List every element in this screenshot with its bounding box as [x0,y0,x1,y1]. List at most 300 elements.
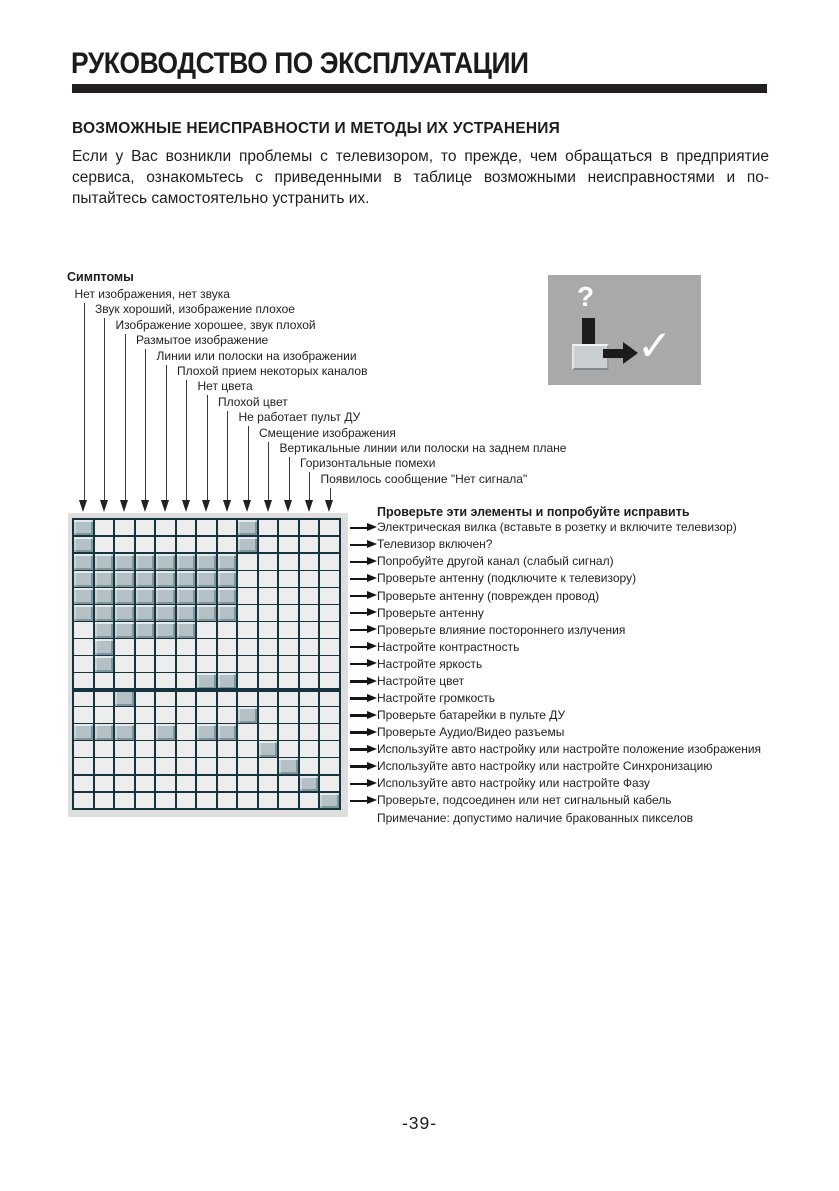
matrix-cell [95,571,114,586]
symptom-connector-line [104,318,105,500]
right-arrow-head-icon [367,591,377,599]
remedy-label: Настройте цвет [377,673,465,688]
right-arrow-head-icon [367,694,377,702]
right-arrow-icon [350,731,367,733]
matrix-cell [177,741,196,756]
right-arrow-head-icon [367,625,377,633]
matrix-cell [320,656,339,671]
matrix-cell [279,656,298,671]
matrix-cell [136,537,155,552]
matrix-cell [279,793,298,808]
matrix-cell [115,639,134,654]
matrix-cell [279,741,298,756]
matrix-cell [156,690,175,705]
matrix-cell [95,554,114,569]
matrix-cell [177,537,196,552]
right-arrow-icon [350,765,367,767]
matrix-cell [74,707,93,722]
matrix-cell [115,724,134,739]
matrix-cell [95,758,114,773]
matrix-cell [156,622,175,637]
matrix-cell [320,707,339,722]
remedies-header: Проверьте эти элементы и попробуйте исправить [377,505,690,519]
matrix-cell [156,724,175,739]
matrix-cell [95,741,114,756]
matrix-cell [259,571,278,586]
matrix-cell [115,588,134,603]
matrix-cell [136,758,155,773]
matrix-cell [74,588,93,603]
page-number: -39- [401,1113,438,1133]
matrix-cell [279,520,298,535]
matrix-cell [74,776,93,791]
symptom-connector-line [207,395,208,500]
matrix-cell [320,588,339,603]
matrix-cell [259,776,278,791]
matrix-cell [95,656,114,671]
matrix-cell [197,741,216,756]
matrix-cell [279,554,298,569]
matrix-cell [74,571,93,586]
right-arrow-icon [350,800,367,802]
matrix-cell [279,724,298,739]
matrix-cell [156,776,175,791]
down-arrow-icon [182,500,190,512]
symptom-label: Смещение изображения [259,425,396,440]
matrix-cell [177,520,196,535]
right-arrow-icon [350,748,367,750]
matrix-cell [197,793,216,808]
remedy-label: Настройте яркость [377,656,483,671]
right-arrow-head-icon [367,608,377,616]
right-arrow-head-icon [367,779,377,787]
matrix-cell [74,554,93,569]
symptom-connector-line [166,365,167,500]
matrix-cell [238,622,257,637]
matrix-cell [74,639,93,654]
question-mark-icon: ? [577,281,595,312]
matrix-cell [95,537,114,552]
symptom-label: Линии или полоски на изображении [156,348,357,363]
matrix-cell [156,741,175,756]
matrix-cell [238,554,257,569]
matrix-cell [197,776,216,791]
matrix-cell [197,537,216,552]
right-arrow-icon [350,578,367,580]
matrix-cell [156,758,175,773]
matrix-cell [259,724,278,739]
right-arrow-icon [350,629,367,631]
matrix-cell [238,656,257,671]
title-underline-bar [72,84,767,93]
down-arrow-icon [100,500,108,512]
matrix-cell [197,724,216,739]
matrix-cell [136,724,155,739]
matrix-cell [300,622,319,637]
matrix-cell [95,776,114,791]
right-arrow-head-icon [367,557,377,565]
right-arrow-head-icon [367,728,377,736]
matrix-cell [115,690,134,705]
down-arrow-icon [202,500,210,512]
matrix-cell [136,741,155,756]
intro-paragraph [72,146,769,209]
matrix-cell [320,605,339,620]
matrix-cell [238,758,257,773]
symptom-connector-line [289,457,290,500]
matrix-cell [197,673,216,688]
matrix-cell [136,707,155,722]
matrix-cell [300,554,319,569]
matrix-cell [197,622,216,637]
note-text: Примечание: допустимо наличие бракованных пикселов [377,811,694,825]
matrix-cell [320,622,339,637]
matrix-cell [177,776,196,791]
matrix-cell [218,758,237,773]
matrix-cell [238,673,257,688]
symptom-connector-line [268,442,269,500]
matrix-cell [74,656,93,671]
matrix-cell [136,622,155,637]
matrix-cell [218,588,237,603]
matrix-cell [300,707,319,722]
matrix-cell [136,605,155,620]
matrix-cell [238,571,257,586]
matrix-cell [74,724,93,739]
symptom-connector-line [248,426,249,500]
matrix-cell [156,673,175,688]
symptom-connector-line [84,303,85,500]
right-arrow-icon [350,714,367,716]
right-arrow-head-icon [367,523,377,531]
matrix-cell [238,724,257,739]
down-arrow-icon [264,500,272,512]
matrix-cell [320,520,339,535]
matrix-cell [259,793,278,808]
matrix-cell [197,588,216,603]
matrix-cell [95,673,114,688]
matrix-cell [177,793,196,808]
remedy-label: Проверьте батарейки в пульте ДУ [377,707,566,722]
matrix-cell [279,690,298,705]
matrix-cell [95,622,114,637]
matrix-cell [259,673,278,688]
matrix-cell [177,639,196,654]
right-arrow-head-icon [623,342,638,364]
matrix-cell [95,639,114,654]
matrix-cell [320,537,339,552]
matrix-cell [136,588,155,603]
matrix-cell [218,724,237,739]
troubleshooting-matrix [72,518,341,810]
matrix-cell [115,673,134,688]
right-arrow-head-icon [367,642,377,650]
symptom-label: Нет цвета [197,379,253,394]
matrix-cell [177,588,196,603]
remedy-label: Проверьте, подсоединен или нет сигнальный кабель [377,793,672,808]
matrix-cell [238,707,257,722]
matrix-cell [218,622,237,637]
right-arrow-icon [350,663,367,665]
symptom-label: Нет изображения, нет звука [74,287,230,301]
down-arrow-icon [284,500,292,512]
right-arrow-icon [350,783,367,785]
matrix-cell [238,690,257,705]
matrix-cell [95,707,114,722]
matrix-cell [259,588,278,603]
matrix-cell [218,707,237,722]
matrix-cell [300,639,319,654]
matrix-cell [74,673,93,688]
symptom-label: Появилось сообщение "Нет сигнала" [320,471,528,486]
right-arrow-icon [350,646,367,648]
matrix-cell [156,707,175,722]
matrix-cell [115,537,134,552]
matrix-cell [136,776,155,791]
matrix-cell [177,690,196,705]
matrix-cell [136,571,155,586]
matrix-cell [279,758,298,773]
matrix-cell [259,520,278,535]
intro-line: сервиса, ознакомьтесь с приведенными в таблице возможными неисправностями и по- [72,169,769,186]
matrix-cell [300,571,319,586]
matrix-cell [95,724,114,739]
right-arrow-icon [350,612,367,614]
matrix-cell [197,758,216,773]
matrix-cell [279,571,298,586]
matrix-cell [279,707,298,722]
matrix-cell [74,520,93,535]
matrix-cell [218,537,237,552]
check-mark-icon: ✓ [637,322,673,369]
right-arrow-head-icon [367,659,377,667]
matrix-cell [156,656,175,671]
matrix-cell [95,520,114,535]
matrix-cell [136,656,155,671]
matrix-cell [320,554,339,569]
right-arrow-head-icon [367,677,377,685]
matrix-cell [177,758,196,773]
matrix-cell [136,639,155,654]
matrix-cell [300,793,319,808]
matrix-cell [115,571,134,586]
remedy-label: Попробуйте другой канал (слабый сигнал) [377,554,614,569]
remedy-label: Настройте громкость [377,690,496,705]
matrix-cell [218,741,237,756]
matrix-cell [156,793,175,808]
matrix-cell [197,554,216,569]
right-arrow-icon [350,595,367,597]
matrix-cell [300,758,319,773]
matrix-cell [136,554,155,569]
matrix-cell [259,622,278,637]
symptom-label: Плохой цвет [218,394,288,409]
matrix-cell [238,520,257,535]
matrix-cell [115,776,134,791]
matrix-cell [320,571,339,586]
symptom-connector-line [330,488,331,500]
matrix-cell [238,588,257,603]
matrix-cell [320,724,339,739]
matrix-cell [259,639,278,654]
matrix-cell [74,690,93,705]
matrix-cell [279,588,298,603]
matrix-cell [74,741,93,756]
down-arrow-icon [141,500,149,512]
matrix-cell [218,776,237,791]
matrix-cell [259,537,278,552]
matrix-cell [197,520,216,535]
symptom-label: Не работает пульт ДУ [238,410,361,425]
matrix-cell [300,537,319,552]
right-arrow-head-icon [367,711,377,719]
symptom-connector-line [309,472,310,500]
symptom-label: Размытое изображение [136,333,269,348]
right-arrow-icon [350,697,367,699]
right-arrow-icon [350,527,367,529]
matrix-cell [177,656,196,671]
matrix-cell [300,690,319,705]
matrix-cell [156,588,175,603]
remedy-label: Используйте авто настройку или настройте Синхронизацию [377,759,713,774]
matrix-cell [136,690,155,705]
matrix-cell [238,639,257,654]
matrix-cell [74,758,93,773]
matrix-cell [197,707,216,722]
matrix-cell [279,776,298,791]
down-arrow-icon [325,500,333,512]
matrix-cell [95,690,114,705]
down-arrow-icon [305,500,313,512]
matrix-cell [300,673,319,688]
matrix-cell [279,673,298,688]
matrix-cell [218,673,237,688]
right-arrow-icon [350,544,367,546]
symptoms-header: Симптомы [67,270,134,284]
down-arrow-icon [161,500,169,512]
matrix-cell [115,520,134,535]
down-arrow-icon [243,500,251,512]
matrix-cell [320,758,339,773]
symptom-label: Вертикальные линии или полоски на заднем плане [279,441,567,455]
matrix-cell [177,554,196,569]
symptom-connector-line [186,380,187,500]
remedy-label: Проверьте Аудио/Видео разъемы [377,725,565,740]
symptom-label: Горизонтальные помехи [300,456,436,471]
remedy-label: Используйте авто настройку или настройте положение изображения [377,742,762,757]
matrix-cell [218,656,237,671]
matrix-cell [136,673,155,688]
matrix-cell [115,622,134,637]
down-arrow-icon [223,500,231,512]
matrix-cell [238,741,257,756]
matrix-cell [74,605,93,620]
matrix-cell [320,793,339,808]
matrix-cell [320,776,339,791]
matrix-cell [74,537,93,552]
matrix-cell [177,724,196,739]
matrix-cell [300,741,319,756]
section-heading: ВОЗМОЖНЫЕ НЕИСПРАВНОСТИ И МЕТОДЫ ИХ УСТРАНЕНИЯ [72,120,560,137]
matrix-cell [218,639,237,654]
plug-icon [582,318,595,346]
remedy-label: Телевизор включен? [377,537,493,552]
page-title: РУКОВОДСТВО ПО ЭКСПЛУАТАЦИИ [71,47,529,80]
matrix-cell [259,741,278,756]
matrix-cell [279,622,298,637]
matrix-cell [320,673,339,688]
matrix-cell [320,741,339,756]
right-arrow-head-icon [367,745,377,753]
matrix-cell [115,605,134,620]
matrix-cell [136,520,155,535]
remedy-label: Используйте авто настройку или настройте Фазу [377,776,650,791]
matrix-cell [279,639,298,654]
matrix-cell [259,656,278,671]
matrix-cell [218,554,237,569]
matrix-cell [95,605,114,620]
symptom-connector-line [227,411,228,500]
matrix-thick-divider [72,688,341,692]
matrix-cell [115,793,134,808]
matrix-cell [177,707,196,722]
matrix-cell [177,673,196,688]
right-arrow-head-icon [367,574,377,582]
matrix-cell [300,656,319,671]
right-arrow-head-icon [367,796,377,804]
matrix-cell [197,690,216,705]
matrix-cell [115,758,134,773]
matrix-cell [197,605,216,620]
matrix-cell [218,793,237,808]
intro-line: Если у Вас возникли проблемы с телевизором, то прежде, чем обращаться в предприятие [72,148,769,165]
matrix-cell [238,793,257,808]
troubleshoot-icon-panel [548,275,701,385]
right-arrow-icon [350,561,367,563]
matrix-cell [197,639,216,654]
symptom-label: Изображение хорошее, звук плохой [115,317,316,332]
matrix-cell [95,793,114,808]
matrix-cell [259,690,278,705]
matrix-cell [95,588,114,603]
matrix-cell [115,656,134,671]
matrix-cell [218,605,237,620]
right-arrow-head-icon [367,762,377,770]
matrix-cell [300,776,319,791]
matrix-cell [320,690,339,705]
matrix-cell [218,690,237,705]
right-arrow-head-icon [367,540,377,548]
matrix-cell [136,793,155,808]
matrix-cell [238,605,257,620]
matrix-cell [300,605,319,620]
matrix-cell [177,571,196,586]
symptom-connector-line [125,334,126,500]
matrix-cell [279,605,298,620]
right-arrow-icon [603,349,623,358]
matrix-cell [115,554,134,569]
matrix-cell [300,520,319,535]
matrix-cell [156,537,175,552]
remedy-label: Электрическая вилка (вставьте в розетку и включите телевизор) [377,520,737,535]
matrix-cell [300,724,319,739]
remedy-label: Проверьте антенну (поврежден провод) [377,588,600,603]
symptom-connector-line [145,349,146,500]
symptom-label: Плохой прием некоторых каналов [177,364,368,378]
right-arrow-icon [350,680,367,682]
matrix-cell [156,520,175,535]
remedy-label: Проверьте антенну [377,605,484,620]
